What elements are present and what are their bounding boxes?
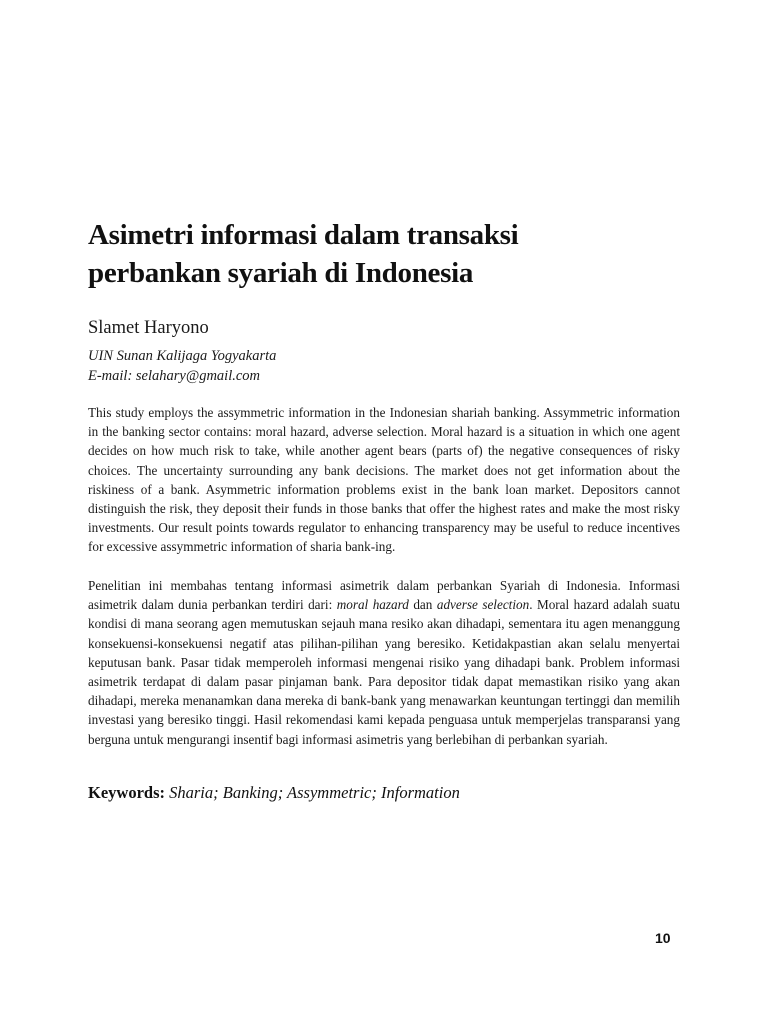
abstract-id-part-2: . Moral hazard adalah suatu kondisi di mana seorang agen memutuskan sejauh mana resiko akan dihadapi, sementara itu agen menanggung konsekuensi-konsekuensi negatif atas pilihan-pilihan yang beresiko. Ketidakpastian akan selalu menyertai keputusan bank. Pasar tidak memperoleh informasi mengenai risiko yang dihadapi bank. Problem informasi asimetrik terdapat di dalam pasar pinjaman bank. Para depositor tidak dapat memastikan risiko yang akan dihadapi, mereka menanamkan dana mereka di bank-bank yang menawarkan keuntungan tertinggi dan memilih investasi yang beresiko tinggi. Hasil rekomendasi kami kepada penguasa untuk memperjelas transparansi yang berguna untuk mengurangi insentif bagi informasi asimetris yang berlebihan di perbankan syariah. xyxy=(88,597,680,747)
author-affiliation-block xyxy=(88,346,276,386)
keywords-values: Sharia; Banking; Assymmetric; Information xyxy=(165,783,460,802)
author-affiliation: UIN Sunan Kalijaga Yogyakarta xyxy=(88,348,277,364)
abstract-english: This study employs the assymmetric information in the Indonesian shariah banking. Assymmetric information in the banking sector contains: moral hazard, adverse selection. Moral hazard is a situation in which one agent decides on how much risk to take, while another agent bears (parts of) the negative consequences of risky choices. The uncertainty surrounding any bank decisions. The market does not get information about the riskiness of a bank. Asymmetric information problems exist in the bank loan market. Depositors cannot distinguish the risk, they deposit their funds in those banks that offer the highest rates and make the most risky investments. Our result points towards regulator to enhancing transparency may be useful to reduce incentives for excessive assymmetric information of sharia bank-ing. xyxy=(88,405,680,555)
author-email: E-mail: selahary@gmail.com xyxy=(88,368,261,384)
abstract-id-term-adverse-selection: adverse selection xyxy=(436,597,530,613)
paper-title-line-1: Asimetri informasi dalam transaksi xyxy=(88,219,519,251)
keywords-line xyxy=(88,782,460,804)
page-number: 10 xyxy=(655,930,671,946)
abstract-id-part-1: Penelitian ini membahas tentang informasi asimetrik dalam perbankan Syariah di Indonesia. Informasi asimetrik dalam dunia perbankan terdiri dari: xyxy=(88,578,680,613)
keywords-label: Keywords: xyxy=(88,783,165,802)
abstract-indonesian xyxy=(88,576,680,749)
paper-title-line-2: perbankan syariah di Indonesia xyxy=(88,257,474,289)
abstract-id-connector: dan xyxy=(408,597,437,613)
abstract-id-term-moral-hazard: moral hazard xyxy=(336,597,409,613)
author-name: Slamet Haryono xyxy=(88,318,209,338)
paper-title xyxy=(88,216,688,292)
